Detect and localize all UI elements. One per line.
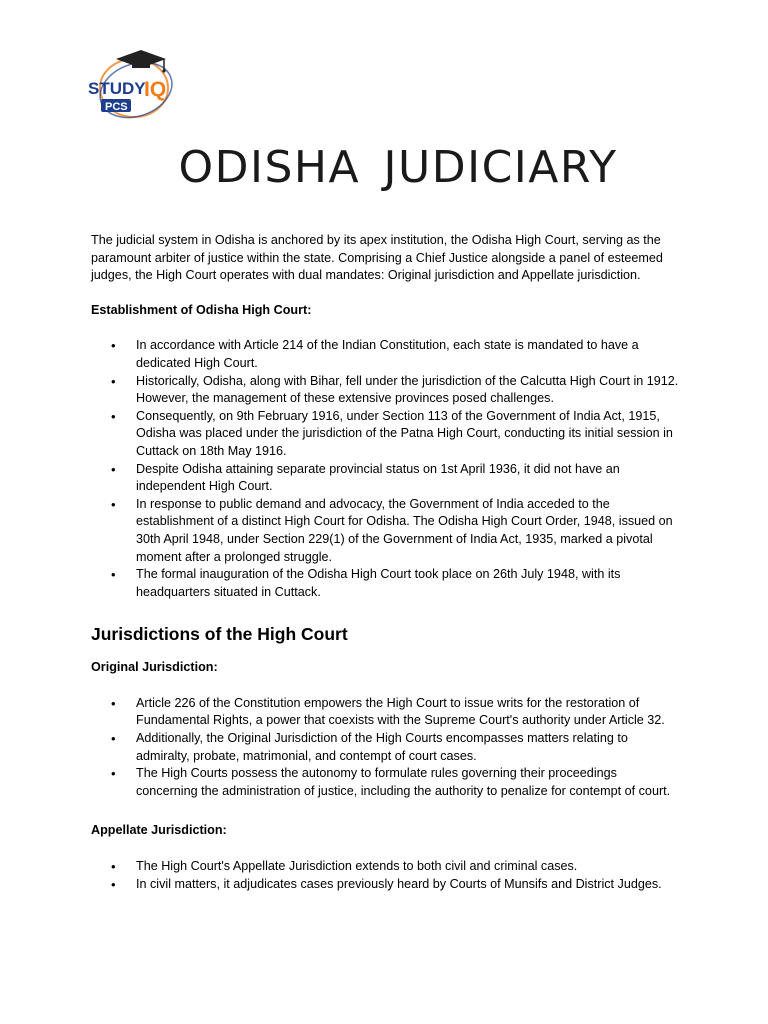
list-item: • In civil matters, it adjudicates cases previously heard by Courts of Munsifs and District Judges. <box>91 876 681 894</box>
list-item: • Consequently, on 9th February 1916, under Section 113 of the Government of India Act, 1915, Odisha was placed under the jurisdiction of the Patna High Court, conducting its initial session in Cuttack on 18th May 1916. <box>91 408 681 461</box>
appellate-jurisdiction-list <box>91 858 681 893</box>
appellate-jurisdiction-heading: Appellate Jurisdiction: <box>91 823 227 838</box>
jurisdictions-heading: Jurisdictions of the High Court <box>91 624 348 645</box>
list-item: • The High Courts possess the autonomy to formulate rules governing their proceedings concerning the administration of justice, including the authority to penalize for contempt of court. <box>91 765 681 800</box>
svg-text:STUDY: STUDY <box>88 79 146 98</box>
list-item: • Despite Odisha attaining separate provincial status on 1st April 1936, it did not have an independent High Court. <box>91 461 681 496</box>
studyiq-pcs-logo <box>86 44 176 122</box>
page-title: ODISHA JUDICIARY <box>178 142 618 193</box>
original-jurisdiction-heading: Original Jurisdiction: <box>91 660 218 675</box>
list-item: • Historically, Odisha, along with Bihar, fell under the jurisdiction of the Calcutta High Court in 1912. However, the management of these extensive provinces posed challenges. <box>91 373 681 408</box>
list-item: • Additionally, the Original Jurisdiction of the High Courts encompasses matters relating to admiralty, probate, matrimonial, and contempt of court cases. <box>91 730 681 765</box>
list-item: • The formal inauguration of the Odisha High Court took place on 26th July 1948, with its headquarters situated in Cuttack. <box>91 566 681 601</box>
intro-paragraph: The judicial system in Odisha is anchored by its apex institution, the Odisha High Court, serving as the paramount arbiter of justice within the state. Comprising a Chief Justice alongside a panel of esteemed judges, the High Court operates with dual mandates: Original jurisdiction and Appellate jurisdiction. <box>91 233 663 283</box>
list-item: • Article 226 of the Constitution empowers the High Court to issue writs for the restoration of Fundamental Rights, a power that coexists with the Supreme Court's authority under Article 32. <box>91 695 681 730</box>
svg-text:PCS: PCS <box>105 101 128 113</box>
list-item: • In accordance with Article 214 of the Indian Constitution, each state is mandated to have a dedicated High Court. <box>91 337 681 372</box>
logo-graphic <box>86 44 176 122</box>
establishment-list <box>91 337 681 601</box>
original-jurisdiction-list <box>91 695 681 801</box>
svg-text:IQ: IQ <box>144 78 167 101</box>
list-item: • The High Court's Appellate Jurisdiction extends to both civil and criminal cases. <box>91 858 681 876</box>
establishment-heading: Establishment of Odisha High Court: <box>91 302 312 317</box>
document-body <box>91 232 681 915</box>
list-item: • In response to public demand and advocacy, the Government of India acceded to the establishment of a distinct High Court for Odisha. The Odisha High Court Order, 1948, issued on 30th April 1948, under Section 229(1) of the Government of India Act, 1935, marked a pivotal moment after a prolonged struggle. <box>91 496 681 566</box>
